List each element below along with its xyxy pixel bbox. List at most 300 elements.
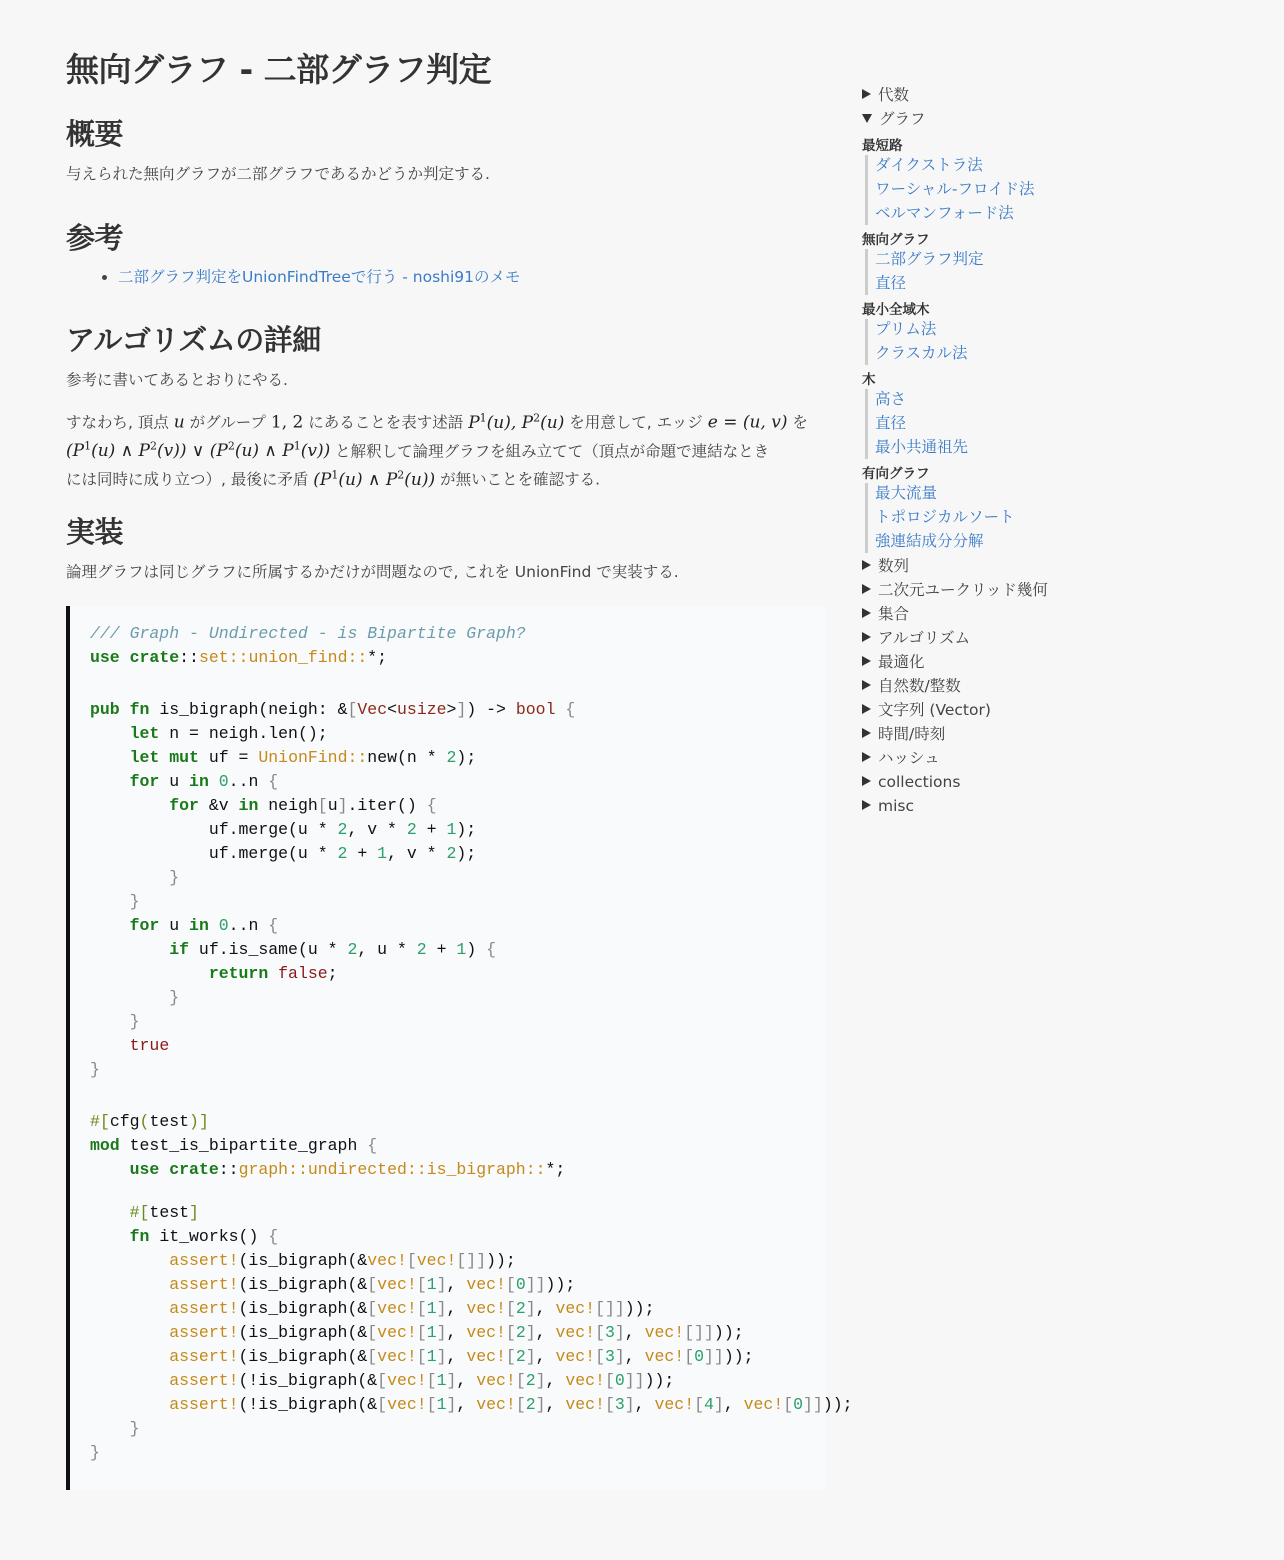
sidebar-section-label: アルゴリズム	[878, 629, 971, 647]
code-token: {	[486, 940, 497, 959]
code-token: #[	[129, 1203, 150, 1222]
code-token: ]	[614, 1323, 625, 1342]
code-token	[120, 648, 130, 667]
text-segment: を用意して, エッジ	[564, 413, 708, 432]
code-token	[90, 1275, 169, 1294]
code-token: u	[159, 916, 190, 935]
code-token: 1	[446, 820, 457, 839]
code-token: uf.is_same(u *	[189, 940, 348, 959]
code-line	[90, 1034, 826, 1058]
sidebar-link[interactable]: 直径	[875, 274, 907, 292]
sidebar-link[interactable]: ダイクストラ法	[875, 156, 983, 174]
sidebar-section-label: グラフ	[879, 110, 926, 128]
sidebar-section[interactable]	[862, 603, 909, 625]
code-token: }	[129, 1419, 140, 1438]
code-token: [	[505, 1275, 516, 1294]
code-token: 2	[347, 940, 358, 959]
code-token: [	[367, 1299, 378, 1318]
code-token	[90, 868, 169, 887]
code-line	[90, 1082, 826, 1110]
sidebar-section[interactable]	[862, 723, 945, 745]
code-token: /// Graph - Undirected - is Bipartite Graph?	[90, 624, 526, 643]
sidebar-section[interactable]	[862, 795, 914, 817]
code-token: [	[604, 1371, 615, 1390]
code-token: 2	[416, 940, 427, 959]
code-line	[90, 770, 826, 794]
sidebar-section-label: 代数	[878, 86, 910, 104]
code-line	[90, 1393, 853, 1417]
sidebar-section-expanded[interactable]	[862, 108, 926, 130]
references-list	[118, 265, 521, 289]
code-token: +	[426, 940, 457, 959]
code-token: [	[505, 1299, 516, 1318]
code-token: 1	[426, 1275, 437, 1294]
code-token: [	[515, 1371, 526, 1390]
code-token: 1	[456, 940, 467, 959]
code-line	[90, 866, 826, 890]
triangle-right-icon	[862, 608, 871, 618]
code-token: vec!	[377, 1347, 417, 1366]
code-line	[90, 1134, 826, 1158]
code-token: +	[416, 820, 447, 839]
code-token: ) ->	[466, 700, 516, 719]
code-token: ));	[624, 1299, 655, 1318]
code-token: [	[367, 1275, 378, 1294]
code-token: u	[159, 772, 190, 791]
code-line	[90, 1182, 826, 1201]
sidebar-section[interactable]	[862, 84, 909, 106]
code-token: ,	[535, 1323, 556, 1342]
code-token: vec!	[555, 1299, 596, 1318]
code-token: false	[278, 964, 328, 983]
code-token: ]	[337, 796, 348, 815]
code-token: usize	[397, 700, 447, 719]
code-line	[90, 722, 826, 746]
code-token: , v *	[347, 820, 407, 839]
code-token: [	[367, 1323, 378, 1342]
code-token: [	[416, 1275, 427, 1294]
sidebar-section-label: misc	[878, 797, 915, 815]
code-token: [	[317, 796, 328, 815]
sidebar-group-bar	[865, 155, 868, 225]
sidebar-link[interactable]: 二部グラフ判定	[875, 250, 984, 268]
code-token: let	[129, 748, 160, 767]
triangle-right-icon	[862, 800, 871, 810]
code-line	[90, 622, 826, 646]
sidebar-group-label: 無向グラフ	[862, 232, 930, 248]
code-token	[159, 1160, 169, 1179]
code-token: vec!	[555, 1347, 596, 1366]
code-token: ::	[179, 648, 199, 667]
sidebar-section[interactable]	[862, 747, 940, 769]
code-token: for	[129, 916, 160, 935]
code-token: vec!	[565, 1371, 605, 1390]
code-token: ,	[624, 1323, 645, 1342]
sidebar-section[interactable]	[862, 627, 970, 649]
code-token: for	[129, 772, 160, 791]
code-block[interactable]	[66, 606, 853, 1490]
code-token	[90, 1012, 130, 1031]
code-line	[90, 646, 826, 670]
math-predicates: $P^1(u)$, $P^2(u)$	[468, 411, 565, 433]
code-token: use	[90, 648, 120, 667]
code-token: 2	[406, 820, 417, 839]
code-token: ,	[545, 1395, 566, 1414]
triangle-right-icon	[862, 632, 871, 642]
code-token: , u *	[357, 940, 417, 959]
code-token: assert!	[169, 1323, 239, 1342]
code-token: in	[238, 796, 259, 815]
code-token: }	[129, 892, 140, 911]
sidebar-link[interactable]: プリム法	[875, 320, 937, 338]
code-token: 1	[377, 844, 388, 863]
code-token: []]	[595, 1299, 625, 1318]
sidebar-section-label: 文字列 (Vector)	[878, 701, 991, 719]
code-token: +	[347, 844, 378, 863]
text-segment: すなわち, 頂点	[66, 413, 174, 432]
code-token: vec!	[377, 1323, 417, 1342]
code-token: (	[139, 1112, 150, 1131]
sidebar-section-label: 最適化	[878, 653, 925, 671]
code-line	[90, 1201, 826, 1225]
code-token: true	[129, 1036, 170, 1055]
code-token: return	[208, 964, 269, 983]
code-token: ]]	[525, 1275, 546, 1294]
code-line	[90, 1369, 826, 1393]
code-token: it_works()	[149, 1227, 269, 1246]
code-token: uf.merge(u *	[90, 820, 338, 839]
code-token: ]	[446, 1371, 457, 1390]
code-token: ,	[535, 1347, 556, 1366]
code-line	[90, 670, 826, 698]
text-segment: がグループ	[184, 413, 271, 432]
code-token: vec!	[377, 1299, 417, 1318]
code-token: in	[189, 772, 209, 791]
code-token: , v *	[387, 844, 447, 863]
code-token	[159, 748, 169, 767]
code-token: {	[268, 916, 279, 935]
sidebar-section-label: 数列	[878, 557, 910, 575]
sidebar-link[interactable]: クラスカル法	[875, 344, 968, 362]
code-token: ]	[456, 700, 467, 719]
triangle-right-icon	[862, 680, 871, 690]
code-token: in	[189, 916, 209, 935]
code-token: [	[426, 1371, 437, 1390]
code-token	[90, 1395, 169, 1414]
code-token: 2	[515, 1299, 526, 1318]
algorithm-heading: アルゴリズムの詳細	[66, 323, 321, 357]
code-token: ..n	[228, 916, 269, 935]
code-token: 0	[793, 1395, 804, 1414]
code-token: [	[406, 1251, 417, 1270]
code-line	[90, 1273, 826, 1297]
code-token: {	[268, 1227, 279, 1246]
sidebar-section[interactable]	[862, 555, 909, 577]
sidebar-group-bar	[865, 483, 868, 553]
code-token: {	[426, 796, 437, 815]
code-token: [	[416, 1323, 427, 1342]
code-token: {	[268, 772, 279, 791]
code-token: mod	[90, 1136, 120, 1155]
code-token: vec!	[466, 1275, 506, 1294]
code-token: ,	[535, 1299, 556, 1318]
code-token: 2	[525, 1371, 536, 1390]
code-token: ..n	[228, 772, 269, 791]
sidebar-link[interactable]: ベルマンフォード法	[875, 204, 1014, 222]
code-token	[268, 964, 278, 983]
code-token: ]]	[624, 1371, 645, 1390]
code-token: >	[446, 700, 457, 719]
sidebar-section-label: 二次元ユークリッド幾何	[878, 581, 1048, 599]
references-heading: 参考	[66, 221, 124, 255]
reference-link[interactable]: 二部グラフ判定をUnionFindTreeで行う - noshi91のメモ	[118, 268, 521, 286]
code-token: ]	[624, 1395, 635, 1414]
code-token: mut	[169, 748, 199, 767]
code-token: 3	[614, 1395, 625, 1414]
code-token	[90, 748, 130, 767]
code-token: 2	[337, 820, 348, 839]
overview-text: 与えられた無向グラフが二部グラフであるかどうか判定する.	[66, 165, 490, 183]
code-token	[90, 892, 130, 911]
code-token: 0	[515, 1275, 526, 1294]
sidebar-link[interactable]: 最大流量	[875, 484, 938, 502]
code-token: []]	[684, 1323, 714, 1342]
code-token: #[	[90, 1112, 110, 1131]
list-item	[118, 265, 521, 289]
code-token: [	[426, 1395, 437, 1414]
code-token: [	[694, 1395, 704, 1414]
code-token: [	[595, 1323, 605, 1342]
code-token: vec!	[476, 1395, 516, 1414]
text-segment: を	[787, 413, 808, 432]
code-token: [	[783, 1395, 794, 1414]
triangle-right-icon	[862, 728, 871, 738]
code-token: (is_bigraph(&	[238, 1251, 368, 1270]
code-token: ));	[822, 1395, 853, 1414]
code-token: vec!	[466, 1347, 506, 1366]
sidebar-section-label: 集合	[878, 605, 910, 623]
code-token: assert!	[169, 1251, 239, 1270]
code-token	[90, 1036, 130, 1055]
code-token: n = neigh.len();	[159, 724, 328, 743]
code-line	[90, 1010, 826, 1034]
code-token: )	[466, 940, 487, 959]
code-token: test	[149, 1112, 190, 1131]
code-token: 3	[604, 1347, 615, 1366]
code-token: ]	[436, 1347, 447, 1366]
sidebar-group-label: 最短路	[862, 138, 903, 154]
code-token: 1	[436, 1395, 447, 1414]
code-token: ]	[525, 1299, 536, 1318]
code-token: ]	[614, 1347, 625, 1366]
code-token: graph::undirected::is_bigraph::	[238, 1160, 546, 1179]
code-token: <	[387, 700, 398, 719]
code-token: pub	[90, 700, 120, 719]
code-token: vec!	[367, 1251, 407, 1270]
code-token: &v	[198, 796, 239, 815]
sidebar-link[interactable]: 最小共通祖先	[875, 438, 969, 456]
code-token: 2	[337, 844, 348, 863]
code-token: let	[129, 724, 160, 743]
code-token: ,	[723, 1395, 744, 1414]
code-token: crate	[129, 648, 180, 667]
code-token: vec!	[565, 1395, 605, 1414]
code-token: [	[595, 1347, 605, 1366]
triangle-right-icon	[862, 776, 871, 786]
code-token: {	[367, 1136, 378, 1155]
code-line	[90, 1249, 826, 1273]
code-token: vec!	[466, 1299, 506, 1318]
code-line	[90, 1345, 826, 1369]
code-token: []]	[456, 1251, 487, 1270]
code-token: ,	[446, 1299, 467, 1318]
code-token: set::union_find::	[198, 648, 368, 667]
code-token: ]	[525, 1323, 536, 1342]
code-token: }	[90, 1060, 100, 1079]
code-token: *;	[545, 1160, 566, 1179]
code-line	[90, 938, 826, 962]
text-segment: にあることを表す述語	[303, 413, 469, 432]
code-token: ,	[545, 1371, 566, 1390]
math-groups: 1, 2	[270, 412, 304, 433]
code-line	[90, 1417, 826, 1441]
code-line	[90, 1110, 826, 1134]
code-token	[90, 964, 209, 983]
code-token: cfg	[109, 1112, 140, 1131]
sidebar-section[interactable]	[862, 675, 961, 697]
code-token: (is_bigraph(&	[238, 1299, 368, 1318]
code-line	[90, 1158, 826, 1182]
code-token: }	[169, 868, 180, 887]
sidebar-link[interactable]: 強連結成分分解	[875, 532, 984, 550]
code-token: (is_bigraph(&	[238, 1347, 368, 1366]
sidebar-section[interactable]	[862, 579, 1048, 601]
code-token: 2	[515, 1347, 526, 1366]
code-token: 0	[694, 1347, 705, 1366]
code-token: 2	[515, 1323, 526, 1342]
code-token: assert!	[169, 1275, 239, 1294]
text-segment: が無いことを確認する.	[435, 470, 600, 489]
code-token: 1	[436, 1371, 447, 1390]
code-token: 1	[426, 1323, 437, 1342]
implementation-heading: 実装	[66, 515, 124, 549]
code-token	[90, 1347, 169, 1366]
sidebar-group-label: 有向グラフ	[862, 466, 930, 482]
code-token: ,	[456, 1395, 477, 1414]
code-token: vec!	[387, 1395, 427, 1414]
code-token: ]	[436, 1275, 447, 1294]
code-token: [	[347, 700, 358, 719]
code-token: ,	[624, 1347, 645, 1366]
code-token: );	[456, 820, 477, 839]
code-token: fn	[129, 1227, 150, 1246]
sidebar-section[interactable]	[862, 699, 991, 721]
code-token: *;	[367, 648, 388, 667]
code-token: 1	[426, 1299, 437, 1318]
code-token	[90, 916, 130, 935]
code-line	[90, 1225, 826, 1249]
code-token: (is_bigraph(&	[238, 1275, 368, 1294]
code-token: }	[169, 988, 180, 1007]
code-token	[90, 1371, 169, 1390]
code-token: vec!	[387, 1371, 427, 1390]
text-segment: には同時に成り立つ）, 最後に矛盾	[66, 470, 314, 489]
code-line	[90, 914, 826, 938]
code-line	[90, 842, 826, 866]
sidebar-section-label: ハッシュ	[878, 749, 940, 767]
overview-heading: 概要	[66, 117, 124, 151]
code-token: assert!	[169, 1299, 239, 1318]
text-segment: と解釈して論理グラフを組み立てて（頂点が命題で連結なとき	[330, 442, 770, 461]
code-token: ));	[486, 1251, 516, 1270]
code-token: Vec	[357, 700, 388, 719]
sidebar-link[interactable]: トポロジカルソート	[875, 508, 1015, 526]
sidebar-group-label: 木	[862, 372, 876, 388]
code-token: [	[377, 1371, 388, 1390]
code-token: [	[515, 1395, 526, 1414]
code-token: u	[327, 796, 338, 815]
sidebar-section[interactable]	[862, 771, 960, 793]
algorithm-text-2	[66, 406, 826, 492]
code-token: [	[505, 1347, 516, 1366]
code-token: use	[129, 1160, 160, 1179]
code-token: (is_bigraph(&	[238, 1323, 368, 1342]
code-token	[90, 1160, 130, 1179]
code-token: ]	[535, 1371, 546, 1390]
algorithm-text-1: 参考に書いてあるとおりにやる.	[66, 371, 288, 389]
code-token: ,	[446, 1323, 467, 1342]
code-token	[90, 1227, 130, 1246]
code-token: vec!	[416, 1251, 457, 1270]
code-token: 2	[446, 844, 457, 863]
sidebar-section[interactable]	[862, 651, 925, 673]
code-token: [	[505, 1323, 516, 1342]
code-token: new(n *	[367, 748, 447, 767]
code-token: vec!	[644, 1323, 685, 1342]
code-token: UnionFind::	[258, 748, 368, 767]
code-token: (!is_bigraph(&	[238, 1371, 378, 1390]
code-token	[90, 940, 169, 959]
code-token: vec!	[654, 1395, 695, 1414]
code-token	[90, 772, 130, 791]
code-token: 3	[604, 1323, 615, 1342]
sidebar-link[interactable]: ワーシャル-フロイド法	[875, 180, 1035, 198]
sidebar-section-label: collections	[878, 773, 961, 791]
code-token	[90, 1299, 169, 1318]
code-line	[90, 746, 826, 770]
triangle-right-icon	[862, 704, 871, 714]
code-token: vec!	[466, 1323, 506, 1342]
code-token: fn	[129, 700, 150, 719]
implementation-text: 論理グラフは同じグラフに所属するかだけが問題なので, これを UnionFind で実装する.	[66, 563, 679, 581]
code-token: vec!	[644, 1347, 685, 1366]
code-token: ,	[456, 1371, 477, 1390]
code-token: ]	[535, 1395, 546, 1414]
sidebar-group-bar	[865, 319, 868, 365]
triangle-right-icon	[862, 752, 871, 762]
triangle-right-icon	[862, 89, 871, 99]
code-token: 4	[704, 1395, 714, 1414]
code-token: ]]	[803, 1395, 823, 1414]
code-token: 2	[525, 1395, 536, 1414]
code-token: ]	[436, 1299, 447, 1318]
code-token: .iter()	[347, 796, 427, 815]
sidebar-link[interactable]: 高さ	[875, 390, 907, 408]
sidebar-link[interactable]: 直径	[875, 414, 907, 432]
code-token	[90, 724, 130, 743]
code-line	[90, 962, 826, 986]
code-token: crate	[169, 1160, 219, 1179]
